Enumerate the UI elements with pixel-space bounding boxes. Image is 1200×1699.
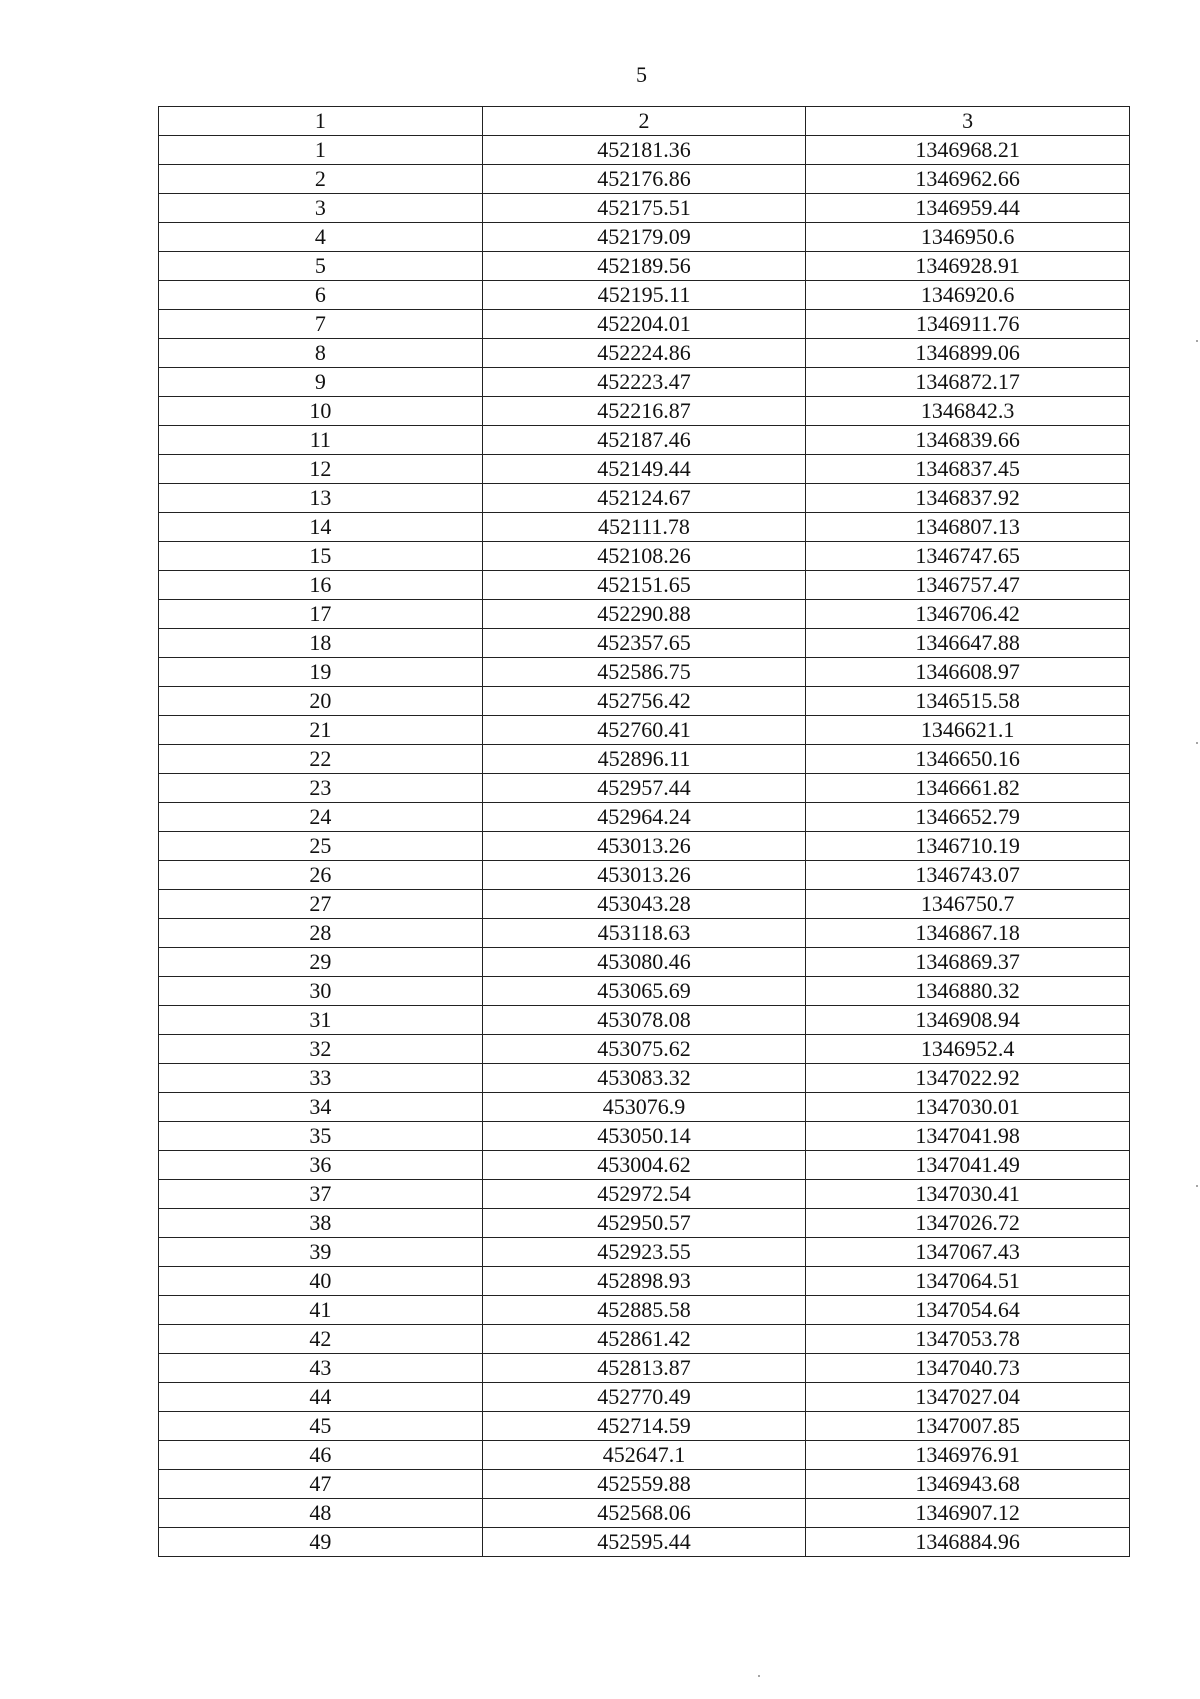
table-row [159, 455, 1130, 484]
y-coordinate-cell: 1347027.04 [806, 1383, 1130, 1412]
x-coordinate-cell: 453078.08 [482, 1006, 806, 1035]
y-coordinate-cell: 1346743.07 [806, 861, 1130, 890]
point-number-cell: 44 [159, 1383, 483, 1412]
x-coordinate-cell: 452179.09 [482, 223, 806, 252]
y-coordinate-cell: 1347026.72 [806, 1209, 1130, 1238]
point-number-cell: 34 [159, 1093, 483, 1122]
y-coordinate-cell: 1346950.6 [806, 223, 1130, 252]
table-header [159, 107, 1130, 136]
y-coordinate-cell: 1346968.21 [806, 136, 1130, 165]
y-coordinate-cell: 1346928.91 [806, 252, 1130, 281]
table-row [159, 1093, 1130, 1122]
y-coordinate-cell: 1347030.01 [806, 1093, 1130, 1122]
x-coordinate-cell: 453076.9 [482, 1093, 806, 1122]
table-row [159, 1325, 1130, 1354]
point-number-cell: 16 [159, 571, 483, 600]
y-coordinate-cell: 1346884.96 [806, 1528, 1130, 1557]
x-coordinate-cell: 452204.01 [482, 310, 806, 339]
scan-speck [758, 1675, 760, 1677]
y-coordinate-cell: 1346839.66 [806, 426, 1130, 455]
point-number-cell: 43 [159, 1354, 483, 1383]
table-row [159, 1441, 1130, 1470]
table-row [159, 803, 1130, 832]
x-coordinate-cell: 452647.1 [482, 1441, 806, 1470]
y-coordinate-cell: 1346647.88 [806, 629, 1130, 658]
table-row [159, 1064, 1130, 1093]
x-coordinate-cell: 453075.62 [482, 1035, 806, 1064]
table-row [159, 542, 1130, 571]
y-coordinate-cell: 1346842.3 [806, 397, 1130, 426]
point-number-cell: 40 [159, 1267, 483, 1296]
table-row [159, 1383, 1130, 1412]
point-number-cell: 27 [159, 890, 483, 919]
point-number-cell: 3 [159, 194, 483, 223]
y-coordinate-cell: 1346943.68 [806, 1470, 1130, 1499]
y-coordinate-cell: 1346962.66 [806, 165, 1130, 194]
page-number: 5 [636, 62, 647, 87]
table-row [159, 1470, 1130, 1499]
x-coordinate-cell: 452760.41 [482, 716, 806, 745]
x-coordinate-cell: 452896.11 [482, 745, 806, 774]
y-coordinate-cell: 1347067.43 [806, 1238, 1130, 1267]
x-coordinate-cell: 452964.24 [482, 803, 806, 832]
point-number-cell: 41 [159, 1296, 483, 1325]
x-coordinate-cell: 452923.55 [482, 1238, 806, 1267]
y-coordinate-cell: 1346952.4 [806, 1035, 1130, 1064]
x-coordinate-cell: 452885.58 [482, 1296, 806, 1325]
point-number-cell: 12 [159, 455, 483, 484]
column-header-3: 3 [806, 107, 1130, 136]
x-coordinate-cell: 452586.75 [482, 658, 806, 687]
table-row [159, 571, 1130, 600]
table-row [159, 716, 1130, 745]
y-coordinate-cell: 1347064.51 [806, 1267, 1130, 1296]
point-number-cell: 18 [159, 629, 483, 658]
table-row [159, 397, 1130, 426]
y-coordinate-cell: 1346907.12 [806, 1499, 1130, 1528]
point-number-cell: 10 [159, 397, 483, 426]
y-coordinate-cell: 1346515.58 [806, 687, 1130, 716]
y-coordinate-cell: 1346872.17 [806, 368, 1130, 397]
x-coordinate-cell: 453043.28 [482, 890, 806, 919]
y-coordinate-cell: 1346652.79 [806, 803, 1130, 832]
table-row [159, 1122, 1130, 1151]
y-coordinate-cell: 1346750.7 [806, 890, 1130, 919]
point-number-cell: 5 [159, 252, 483, 281]
table-row [159, 513, 1130, 542]
x-coordinate-cell: 452151.65 [482, 571, 806, 600]
point-number-cell: 20 [159, 687, 483, 716]
point-number-cell: 21 [159, 716, 483, 745]
point-number-cell: 38 [159, 1209, 483, 1238]
table-body [159, 136, 1130, 1557]
y-coordinate-cell: 1347022.92 [806, 1064, 1130, 1093]
point-number-cell: 15 [159, 542, 483, 571]
point-number-cell: 39 [159, 1238, 483, 1267]
table-row [159, 890, 1130, 919]
x-coordinate-cell: 452111.78 [482, 513, 806, 542]
column-header-1: 1 [159, 107, 483, 136]
y-coordinate-cell: 1347040.73 [806, 1354, 1130, 1383]
y-coordinate-cell: 1346908.94 [806, 1006, 1130, 1035]
y-coordinate-cell: 1346880.32 [806, 977, 1130, 1006]
x-coordinate-cell: 453004.62 [482, 1151, 806, 1180]
table-row [159, 1267, 1130, 1296]
point-number-cell: 30 [159, 977, 483, 1006]
x-coordinate-cell: 452224.86 [482, 339, 806, 368]
y-coordinate-cell: 1346710.19 [806, 832, 1130, 861]
x-coordinate-cell: 453080.46 [482, 948, 806, 977]
column-header-2: 2 [482, 107, 806, 136]
table-row [159, 861, 1130, 890]
y-coordinate-cell: 1346608.97 [806, 658, 1130, 687]
x-coordinate-cell: 452568.06 [482, 1499, 806, 1528]
table-row [159, 687, 1130, 716]
y-coordinate-cell: 1346706.42 [806, 600, 1130, 629]
x-coordinate-cell: 452175.51 [482, 194, 806, 223]
table-row [159, 629, 1130, 658]
y-coordinate-cell: 1347053.78 [806, 1325, 1130, 1354]
x-coordinate-cell: 452770.49 [482, 1383, 806, 1412]
x-coordinate-cell: 452216.87 [482, 397, 806, 426]
point-number-cell: 22 [159, 745, 483, 774]
x-coordinate-cell: 452187.46 [482, 426, 806, 455]
y-coordinate-cell: 1347041.49 [806, 1151, 1130, 1180]
table-row [159, 774, 1130, 803]
x-coordinate-cell: 452595.44 [482, 1528, 806, 1557]
y-coordinate-cell: 1347030.41 [806, 1180, 1130, 1209]
point-number-cell: 13 [159, 484, 483, 513]
point-number-cell: 35 [159, 1122, 483, 1151]
x-coordinate-cell: 452108.26 [482, 542, 806, 571]
x-coordinate-cell: 452357.65 [482, 629, 806, 658]
table-row [159, 1035, 1130, 1064]
y-coordinate-cell: 1346757.47 [806, 571, 1130, 600]
point-number-cell: 17 [159, 600, 483, 629]
header-row [159, 107, 1130, 136]
x-coordinate-cell: 452290.88 [482, 600, 806, 629]
point-number-cell: 42 [159, 1325, 483, 1354]
table-row [159, 368, 1130, 397]
x-coordinate-cell: 453013.26 [482, 861, 806, 890]
x-coordinate-cell: 452181.36 [482, 136, 806, 165]
y-coordinate-cell: 1346976.91 [806, 1441, 1130, 1470]
y-coordinate-cell: 1346661.82 [806, 774, 1130, 803]
y-coordinate-cell: 1347007.85 [806, 1412, 1130, 1441]
scan-speck [1196, 742, 1198, 744]
table-row [159, 919, 1130, 948]
table-row [159, 484, 1130, 513]
table-row [159, 426, 1130, 455]
scan-speck [1196, 340, 1198, 342]
y-coordinate-cell: 1347041.98 [806, 1122, 1130, 1151]
y-coordinate-cell: 1347054.64 [806, 1296, 1130, 1325]
x-coordinate-cell: 452950.57 [482, 1209, 806, 1238]
y-coordinate-cell: 1346650.16 [806, 745, 1130, 774]
point-number-cell: 37 [159, 1180, 483, 1209]
point-number-cell: 23 [159, 774, 483, 803]
table-row [159, 310, 1130, 339]
point-number-cell: 25 [159, 832, 483, 861]
y-coordinate-cell: 1346920.6 [806, 281, 1130, 310]
table-row [159, 281, 1130, 310]
table-row [159, 252, 1130, 281]
x-coordinate-cell: 453050.14 [482, 1122, 806, 1151]
table-row [159, 136, 1130, 165]
table-row [159, 1180, 1130, 1209]
table-row [159, 1354, 1130, 1383]
table-row [159, 194, 1130, 223]
x-coordinate-cell: 452149.44 [482, 455, 806, 484]
x-coordinate-cell: 452189.56 [482, 252, 806, 281]
point-number-cell: 29 [159, 948, 483, 977]
x-coordinate-cell: 452957.44 [482, 774, 806, 803]
point-number-cell: 14 [159, 513, 483, 542]
point-number-cell: 9 [159, 368, 483, 397]
table-row [159, 948, 1130, 977]
x-coordinate-cell: 452195.11 [482, 281, 806, 310]
point-number-cell: 48 [159, 1499, 483, 1528]
x-coordinate-cell: 453118.63 [482, 919, 806, 948]
y-coordinate-cell: 1346959.44 [806, 194, 1130, 223]
x-coordinate-cell: 452756.42 [482, 687, 806, 716]
point-number-cell: 47 [159, 1470, 483, 1499]
x-coordinate-cell: 453013.26 [482, 832, 806, 861]
point-number-cell: 2 [159, 165, 483, 194]
x-coordinate-cell: 452813.87 [482, 1354, 806, 1383]
point-number-cell: 26 [159, 861, 483, 890]
x-coordinate-cell: 452559.88 [482, 1470, 806, 1499]
y-coordinate-cell: 1346621.1 [806, 716, 1130, 745]
y-coordinate-cell: 1346867.18 [806, 919, 1130, 948]
table-row [159, 1296, 1130, 1325]
table-row [159, 223, 1130, 252]
y-coordinate-cell: 1346747.65 [806, 542, 1130, 571]
point-number-cell: 7 [159, 310, 483, 339]
y-coordinate-cell: 1346837.45 [806, 455, 1130, 484]
y-coordinate-cell: 1346899.06 [806, 339, 1130, 368]
point-number-cell: 31 [159, 1006, 483, 1035]
x-coordinate-cell: 453065.69 [482, 977, 806, 1006]
table-row [159, 977, 1130, 1006]
coordinates-table [158, 106, 1130, 1557]
point-number-cell: 8 [159, 339, 483, 368]
point-number-cell: 45 [159, 1412, 483, 1441]
table-row [159, 1151, 1130, 1180]
point-number-cell: 28 [159, 919, 483, 948]
point-number-cell: 19 [159, 658, 483, 687]
y-coordinate-cell: 1346837.92 [806, 484, 1130, 513]
x-coordinate-cell: 453083.32 [482, 1064, 806, 1093]
table-row [159, 339, 1130, 368]
table-row [159, 832, 1130, 861]
point-number-cell: 4 [159, 223, 483, 252]
x-coordinate-cell: 452124.67 [482, 484, 806, 513]
x-coordinate-cell: 452714.59 [482, 1412, 806, 1441]
point-number-cell: 46 [159, 1441, 483, 1470]
table-row [159, 745, 1130, 774]
table-row [159, 1499, 1130, 1528]
x-coordinate-cell: 452861.42 [482, 1325, 806, 1354]
x-coordinate-cell: 452176.86 [482, 165, 806, 194]
table-row [159, 1412, 1130, 1441]
table-row [159, 1528, 1130, 1557]
x-coordinate-cell: 452898.93 [482, 1267, 806, 1296]
y-coordinate-cell: 1346869.37 [806, 948, 1130, 977]
point-number-cell: 33 [159, 1064, 483, 1093]
y-coordinate-cell: 1346807.13 [806, 513, 1130, 542]
table-row [159, 165, 1130, 194]
table-row [159, 1238, 1130, 1267]
table-row [159, 658, 1130, 687]
table-row [159, 1006, 1130, 1035]
point-number-cell: 49 [159, 1528, 483, 1557]
x-coordinate-cell: 452972.54 [482, 1180, 806, 1209]
point-number-cell: 11 [159, 426, 483, 455]
table-row [159, 600, 1130, 629]
point-number-cell: 32 [159, 1035, 483, 1064]
y-coordinate-cell: 1346911.76 [806, 310, 1130, 339]
table-row [159, 1209, 1130, 1238]
point-number-cell: 6 [159, 281, 483, 310]
x-coordinate-cell: 452223.47 [482, 368, 806, 397]
point-number-cell: 24 [159, 803, 483, 832]
scan-speck [1196, 1185, 1198, 1187]
point-number-cell: 36 [159, 1151, 483, 1180]
point-number-cell: 1 [159, 136, 483, 165]
